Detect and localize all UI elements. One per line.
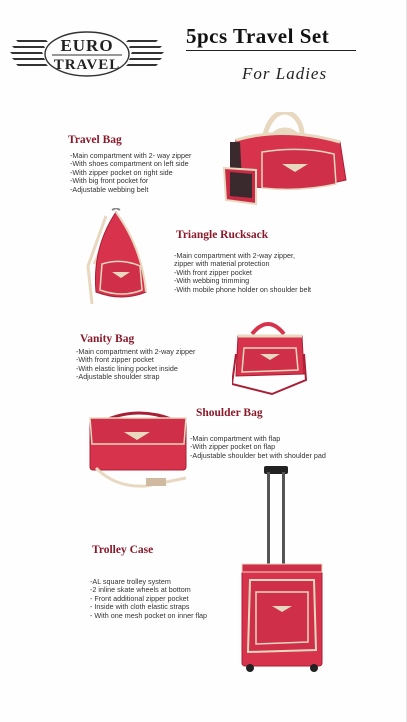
feature-line: -With elastic lining pocket inside [76, 363, 178, 373]
triangle-rucksack-heading: Triangle Rucksack [176, 229, 269, 241]
trolley-case-image [236, 464, 326, 677]
vanity-bag-features [76, 348, 195, 382]
travel-bag-features [70, 152, 191, 194]
logo-word-euro: EURO [60, 36, 114, 55]
feature-line: -Main compartment with flap [190, 434, 281, 443]
feature-line: -2 inline skate wheels at bottom [90, 585, 191, 595]
shoulder-bag-features [190, 435, 326, 460]
feature-line: -AL square trolley system [90, 577, 171, 586]
feature-line: - Front additional zipper pocket [90, 593, 189, 603]
shoulder-bag-image [86, 408, 190, 497]
feature-line: -With zipper pocket on right side [70, 167, 173, 177]
feature-line: -With webbing trimming [174, 276, 250, 286]
feature-line: -With zipper pocket on flap [190, 442, 276, 452]
feature-line: - Inside with cloth elastic straps [90, 602, 190, 612]
triangle-rucksack-features [174, 252, 311, 294]
feature-line: - With one mesh pocket on inner flap [90, 610, 208, 620]
page-subtitle: For Ladies [242, 64, 328, 83]
page-title: 5pcs Travel Set [186, 24, 356, 51]
feature-line: -Main compartment with 2-way zipper, [174, 251, 296, 260]
vanity-bag-heading: Vanity Bag [80, 333, 135, 345]
feature-line: -With big front pocket for [70, 176, 149, 186]
feature-line: -Main compartment with 2- way zipper [70, 151, 192, 160]
trolley-case-features [90, 578, 207, 620]
triangle-rucksack-image [82, 208, 152, 309]
feature-line: -With mobile phone holder on shoulder belt [174, 284, 312, 294]
feature-line: -Adjustable shoulder bet with shoulder pad [190, 450, 326, 460]
trolley-case-heading: Trolley Case [92, 544, 154, 556]
euro-travel-logo [8, 28, 166, 80]
feature-line: -With front zipper pocket [76, 355, 154, 365]
feature-line: -With shoes compartment on left side [70, 159, 189, 169]
logo-word-travel: TRAVEL [53, 57, 121, 73]
feature-line: -Main compartment with 2-way zipper [76, 347, 196, 356]
feature-line: -Adjustable shoulder strap [76, 372, 160, 382]
feature-line: -Adjustable webbing belt [70, 184, 149, 194]
feature-line: -With front zipper pocket [174, 267, 252, 277]
shoulder-bag-heading: Shoulder Bag [196, 407, 263, 419]
travel-bag-heading: Travel Bag [68, 134, 122, 146]
feature-line: zipper with material protection [174, 259, 270, 269]
travel-bag-image [222, 112, 348, 215]
vanity-bag-image [232, 314, 308, 401]
